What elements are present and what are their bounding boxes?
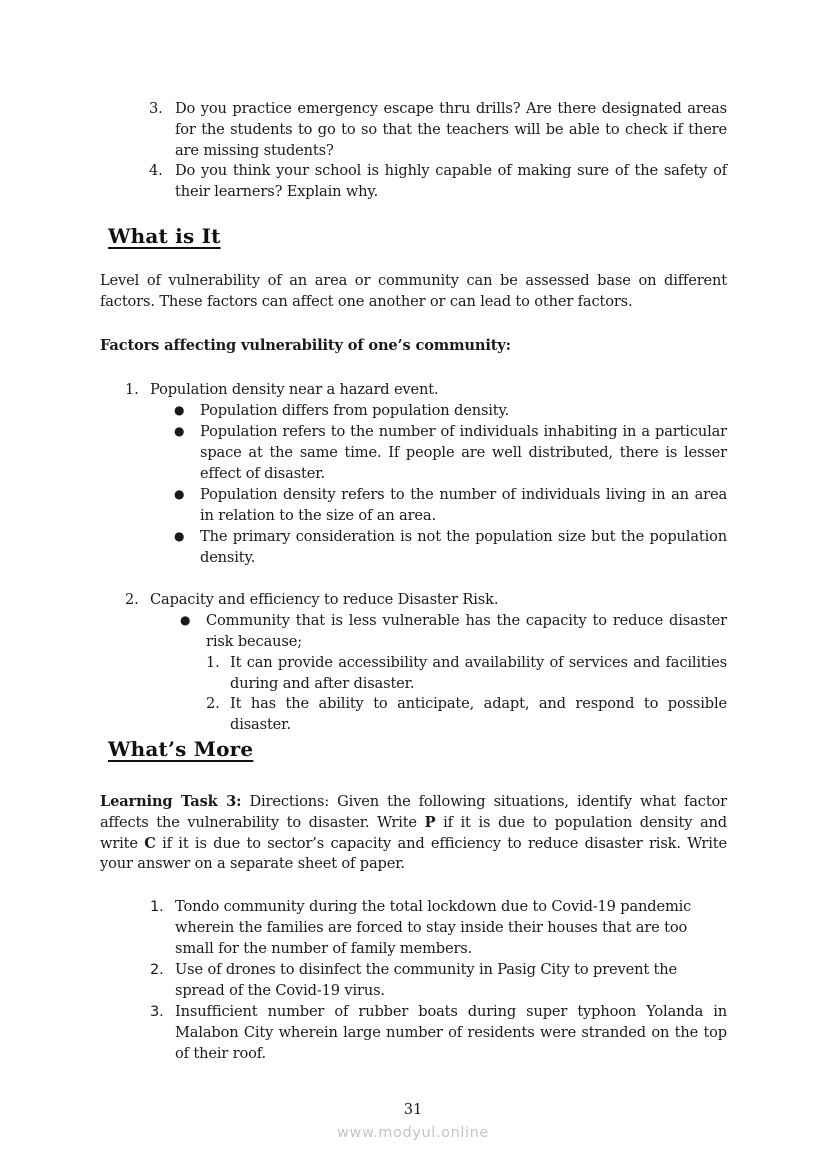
directions-text: affects the vulnerability to disaster. Write <box>100 813 425 831</box>
situation-line: Malabon City wherein large number of residents were stranded on the top <box>175 1023 727 1041</box>
bullet-line: The primary consideration is not the population size but the population <box>200 528 727 545</box>
bullet-line: density. <box>200 548 256 566</box>
question-line: for the students to go to so that the teachers will be able to check if there <box>175 120 727 138</box>
subitem-line: It can provide accessibility and availability of services and facilities <box>230 654 727 671</box>
directions-line <box>100 834 727 855</box>
factor-bullet <box>200 422 727 484</box>
situation-item <box>175 897 727 959</box>
learning-task-directions <box>100 792 727 875</box>
bullet-icon: ● <box>174 424 185 438</box>
bullet-line: Population differs from population density. <box>200 402 510 419</box>
question-line: their learners? Explain why. <box>175 182 379 200</box>
bullet-line: risk because; <box>206 632 302 650</box>
section-heading-what-is-it: What is It <box>108 224 221 248</box>
situation-line: small for the number of family members. <box>175 939 473 957</box>
situation-number: 2. <box>150 961 164 978</box>
question-number: 4. <box>149 162 163 179</box>
bullet-line: Population refers to the number of individuals inhabiting in a particular <box>200 423 727 440</box>
question-item <box>175 99 727 161</box>
task-label: Learning Task 3: <box>100 793 242 810</box>
situation-item <box>175 960 727 1002</box>
factor-title: Population density near a hazard event. <box>150 381 439 398</box>
subitem-line: disaster. <box>230 715 291 733</box>
question-line: Do you think your school is highly capable of making sure of the safety of <box>175 162 727 179</box>
directions-text: write <box>100 834 145 852</box>
directions-line <box>100 813 727 834</box>
factors-subheading: Factors affecting vulnerability of one’s community: <box>100 337 511 354</box>
directions-line: your answer on a separate sheet of paper. <box>100 855 405 873</box>
subitem-line: during and after disaster. <box>230 674 415 692</box>
question-number: 3. <box>149 100 163 117</box>
subitem-number: 1. <box>206 654 220 671</box>
bullet-icon: ● <box>174 529 185 543</box>
question-item <box>175 161 727 203</box>
factor-bullet <box>206 611 727 653</box>
answer-letter-p: P <box>424 813 436 831</box>
what-is-it-intro <box>100 271 727 313</box>
situation-number: 1. <box>150 898 164 915</box>
bullet-line: Community that is less vulnerable has the capacity to reduce disaster <box>206 612 727 629</box>
directions-text: Directions: Given the following situations, identify what factor <box>241 793 727 810</box>
question-line: Do you practice emergency escape thru drills? Are there designated areas <box>175 100 727 117</box>
factor-bullet <box>200 401 727 422</box>
question-line: are missing students? <box>175 141 334 159</box>
factor-title: Capacity and efficiency to reduce Disaster Risk. <box>150 591 499 608</box>
factor-bullet <box>200 527 727 569</box>
watermark: www.modyul.online <box>337 1125 489 1141</box>
situation-line: Insufficient number of rubber boats during super typhoon Yolanda in <box>175 1003 727 1020</box>
situation-line: Use of drones to disinfect the community in Pasig City to prevent the <box>175 961 677 978</box>
bullet-icon: ● <box>174 403 185 417</box>
situation-item <box>175 1002 727 1064</box>
situation-line: spread of the Covid-19 virus. <box>175 981 385 999</box>
situation-number: 3. <box>150 1003 164 1020</box>
situation-line: Tondo community during the total lockdown due to Covid-19 pandemic <box>175 898 692 915</box>
factor-number: 2. <box>125 591 139 608</box>
directions-text: if it is due to sector’s capacity and efficiency to reduce disaster risk. Write <box>155 834 727 852</box>
bullet-line: space at the same time. If people are well distributed, there is lesser <box>200 443 727 461</box>
subitem-line: It has the ability to anticipate, adapt, and respond to possible <box>230 695 727 712</box>
directions-text: if it is due to population density and <box>435 813 728 831</box>
subitem-number: 2. <box>206 695 220 712</box>
directions-line <box>100 792 727 813</box>
bullet-icon: ● <box>174 487 185 501</box>
factor-bullet <box>200 485 727 527</box>
bullet-line: Population density refers to the number of individuals living in an area <box>200 486 727 503</box>
answer-letter-c: C <box>144 834 156 852</box>
bullet-line: in relation to the size of an area. <box>200 506 436 524</box>
bullet-icon: ● <box>180 613 191 627</box>
situation-line: of their roof. <box>175 1044 266 1062</box>
situation-line: wherein the families are forced to stay inside their houses that are too <box>175 918 688 936</box>
page-number: 31 <box>403 1101 423 1118</box>
factor-number: 1. <box>125 381 139 398</box>
intro-line: factors. These factors can affect one another or can lead to other factors. <box>100 292 633 310</box>
intro-line: Level of vulnerability of an area or community can be assessed base on different <box>100 272 727 289</box>
section-heading-whats-more: What’s More <box>108 737 254 761</box>
subitem <box>230 694 727 736</box>
subitem <box>230 653 727 695</box>
bullet-line: effect of disaster. <box>200 464 325 482</box>
